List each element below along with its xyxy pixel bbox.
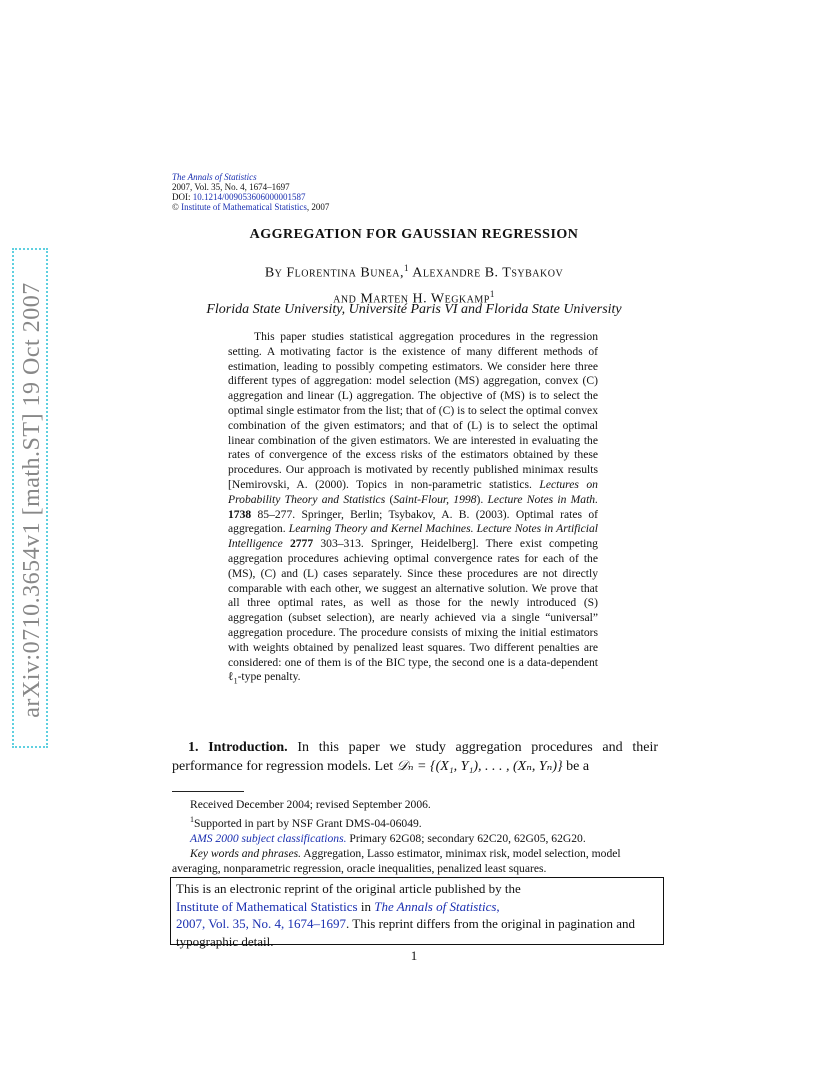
footnote-rule: [172, 791, 244, 792]
arxiv-side-stamp: [12, 248, 48, 748]
copyright-icon: ©: [172, 202, 179, 212]
copyright-year: , 2007: [306, 202, 330, 212]
section-heading: 1. Introduction.: [188, 740, 288, 755]
ims-link[interactable]: Institute of Mathematical Statistics: [178, 202, 307, 212]
ams-classification: AMS 2000 subject classifications. Primary 62G08; secondary 62C20, 62G05, 62G20.: [190, 831, 586, 845]
affiliation: Florida State University, Université Paris VI and Florida State University: [206, 302, 622, 317]
author-line-1-rest: Alexandre B. Tsybakov: [408, 265, 564, 281]
ams-link[interactable]: AMS 2000 subject classifications.: [190, 831, 347, 845]
reprint-notice: This is an electronic reprint of the original article published by the Institute of Mathematical Statistics in The Annals of Statistics, 2007, Vol. 35, No. 4, 1674–1697. This reprint differs from the original in pagination and typographic detail.: [170, 877, 664, 945]
author-line-2: and Marten H. Wegkamp: [333, 291, 490, 307]
journal-reprint-link[interactable]: The Annals of Statistics: [374, 898, 497, 914]
author-line-1: By Florentina Bunea,: [264, 265, 404, 281]
intro-math: 𝒟ₙ = {(X₁, Y₁), . . . , (Xₙ, Yₙ)}: [396, 759, 563, 774]
doi-label: DOI:: [172, 192, 193, 202]
arxiv-id-text: arXiv:0710.3654v1 [math.ST] 19 Oct 2007: [19, 282, 45, 718]
support-footnote: $^1$Supported in part by NSF Grant DMS-04-06049.: [190, 815, 422, 830]
journal-header: [172, 172, 329, 212]
page-number: 1: [410, 948, 418, 963]
intro-text: In this paper we study aggregation procedures and their performance for regression models. Let: [172, 740, 658, 774]
introduction-section: 1. Introduction. In this paper we study aggregation procedures and their performance for regression models. Let 𝒟ₙ = {(X₁, Y₁), . . . , (Xₙ, Yₙ)} be a: [172, 740, 658, 774]
ims-reprint-link[interactable]: Institute of Mathematical Statistics: [176, 898, 358, 914]
abstract-paragraph: This paper studies statistical aggregation procedures in the regression setting. A motivating factor is the existence of many different methods of estimation, leading to possibly competing estimators. We consider here three different types of aggregation: model selection (MS) aggregation, convex (C) aggregation and linear (L) aggregation. The objective of (MS) is to select the optimal single estimator from the list; that of (C) is to select the optimal convex combination of the given estimators; and that of (L) is to select the optimal linear combination of the given estimators. We are interested in evaluating the rates of convergence of the excess risks of the estimators obtained by these procedures. Our approach is motivated by recently published minimax results [Nemirovski, A. (2000). Topics in non-parametric statistics. Lectures on Probability Theory and Statistics (Saint-Flour, 1998). Lecture Notes in Math. 1738 85–277. Springer, Berlin; Tsybakov, A. B. (2003). Optimal rates of aggregation. Learning Theory and Kernel Machines. Lecture Notes in Artificial Intelligence 2777 303–313. Springer, Heidelberg]. There exist competing aggregation procedures achieving optimal convergence rates for each of the (MS), (C) and (L) cases separately. Since these procedures are not directly comparable with each other, we suggest an alternative solution. We prove that all three optimal rates, as well as those for the newly introduced (S) aggregation (subset selection), are nearly achieved via a single “universal” aggregation procedure. The procedure consists of mixing the initial estimators with weights obtained by penalized least squares. Two different penalties are considered: one of them is of the BIC type, the second one is a data-dependent ℓ$_1$-type penalty.: [228, 330, 599, 686]
author-footnote-mark: 1: [403, 263, 409, 273]
volume-line: 2007, Vol. 35, No. 4, 1674–1697: [172, 182, 290, 192]
keywords: Key words and phrases. Aggregation, Lasso estimator, minimax risk, model selection, model averaging, nonparametric regression, oracle inequalities, penalized least squares.: [172, 846, 621, 875]
abstract: [228, 330, 598, 689]
paper-title: AGGREGATION FOR GAUSSIAN REGRESSION: [249, 227, 579, 242]
author-footnote-mark-2: 1: [489, 288, 495, 299]
footnotes: [172, 797, 658, 876]
doi-link[interactable]: 10.1214/009053606000001587: [192, 192, 306, 202]
received-date: Received December 2004; revised September 2006.: [190, 798, 431, 811]
volume-reprint-link[interactable]: 2007, Vol. 35, No. 4, 1674–1697: [176, 916, 346, 931]
journal-link[interactable]: The Annals of Statistics: [172, 172, 257, 182]
